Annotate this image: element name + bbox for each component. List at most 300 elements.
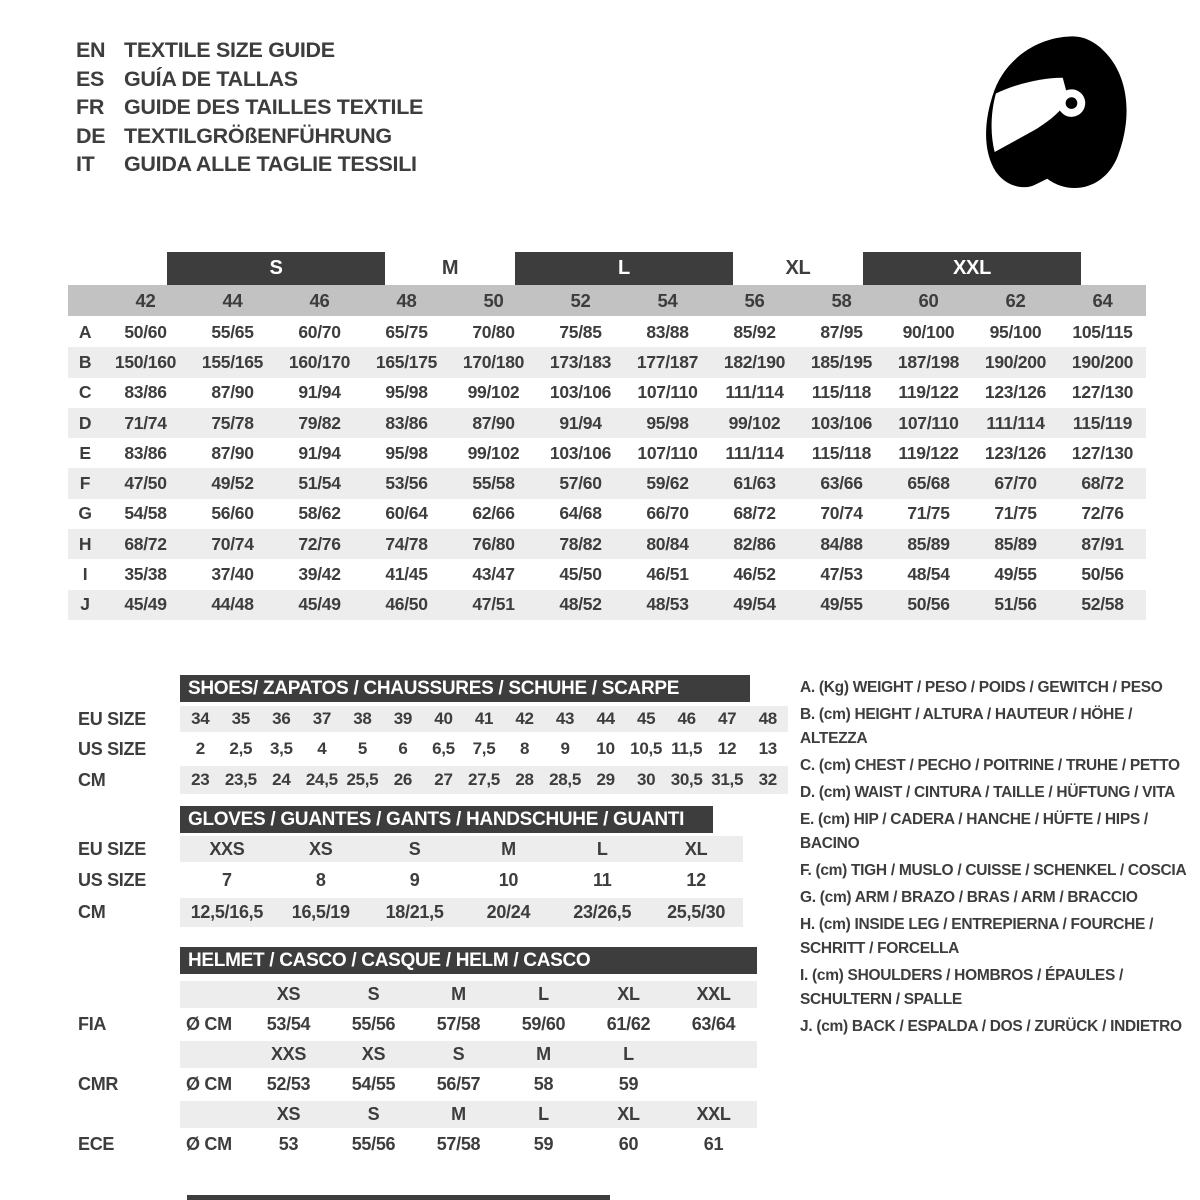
measure-cell: 123/126	[984, 442, 1047, 463]
value-cell: 59	[533, 1134, 554, 1154]
value-cell: 12	[686, 869, 706, 890]
size-number: 58	[831, 289, 852, 311]
value-cell: 34	[191, 709, 210, 728]
measure-cell: 46/50	[385, 594, 428, 615]
value-cell: 26	[393, 770, 413, 789]
measure-cell: 103/106	[810, 412, 873, 433]
measure-cell: 74/78	[385, 533, 428, 554]
legend-item: G. (cm) ARM / BRAZO / BRAS / ARM / BRACCIO	[800, 889, 1138, 906]
shoes-section-header: SHOES/ ZAPATOS / CHAUSSURES / SCHUHE / SCARPE	[180, 675, 750, 702]
measure-row-g	[68, 499, 1146, 529]
size-cell: M	[451, 984, 466, 1004]
measure-cell: 50/60	[124, 321, 167, 342]
size-cell: XL	[617, 984, 640, 1004]
size-group-xxl: XXL	[863, 252, 1081, 285]
measure-cell: 115/118	[811, 442, 872, 463]
value-cell: 63/64	[691, 1014, 736, 1034]
measure-cell: 60/64	[385, 503, 428, 524]
measure-cell: 87/95	[820, 321, 863, 342]
value-cell: 45	[636, 709, 656, 728]
size-number: 56	[744, 289, 765, 311]
size-number: 48	[396, 289, 417, 311]
value-cell: 6,5	[432, 739, 455, 758]
row-cells	[180, 836, 743, 862]
value-cell: 56/57	[436, 1074, 481, 1094]
size-cell: XL	[617, 1104, 640, 1124]
measure-cell: 103/106	[549, 442, 612, 463]
value-cell: XL	[684, 838, 708, 859]
legend-item: D. (cm) WAIST / CINTURA / TAILLE / HÜFTUNG / VITA	[800, 784, 1176, 801]
value-cell: 10	[596, 739, 615, 758]
value-cell: 61	[703, 1134, 724, 1154]
size-group-s: S	[167, 252, 385, 285]
table-row	[78, 766, 788, 794]
measure-cell: 52/58	[1081, 594, 1124, 615]
measure-row-c	[68, 378, 1146, 408]
measure-cell: 45/49	[298, 594, 341, 615]
value-cell: 52/53	[266, 1074, 311, 1094]
measure-cell: 82/86	[733, 533, 776, 554]
measure-cell: 107/110	[637, 382, 698, 403]
measurement-legend	[800, 672, 1198, 1042]
language-code: FR	[76, 95, 105, 119]
measure-cell: 39/42	[298, 564, 341, 585]
measure-cell: 182/190	[723, 351, 786, 372]
measure-cell: 49/55	[820, 594, 863, 615]
row-cells	[180, 898, 743, 927]
measure-cell: 173/183	[549, 351, 612, 372]
measure-cell: 60/70	[298, 321, 341, 342]
value-cell: 40	[434, 709, 453, 728]
row-cells	[180, 766, 788, 794]
value-cell: 36	[272, 709, 291, 728]
value-cell: 16,5/19	[291, 902, 350, 922]
value-cell: 10,5	[630, 739, 663, 758]
measure-cell: 48/53	[646, 594, 689, 615]
legend-item: J. (cm) BACK / ESPALDA / DOS / ZURÜCK / INDIETRO	[800, 1018, 1182, 1035]
value-cell: 8	[519, 739, 530, 758]
measure-cell: 75/85	[559, 321, 602, 342]
values-row	[180, 1011, 757, 1038]
size-cell: S	[452, 1044, 465, 1064]
table-row	[78, 981, 757, 1008]
measure-cell: 85/89	[994, 533, 1037, 554]
measure-cell: 115/118	[811, 382, 872, 403]
main-size-table	[68, 252, 1146, 620]
measure-cell: 41/45	[385, 564, 428, 585]
language-code: ES	[76, 66, 105, 91]
value-cell: 27,5	[468, 770, 500, 789]
measure-cell: 87/90	[472, 412, 515, 433]
value-cell: 25,5/30	[667, 902, 726, 922]
value-cell: 53	[278, 1134, 299, 1154]
measure-cell: 95/100	[989, 321, 1042, 342]
measure-cell: 83/88	[646, 321, 689, 342]
measure-row-j	[68, 590, 1146, 620]
language-title-list	[76, 36, 423, 179]
value-cell: 39	[393, 709, 413, 728]
size-number: 60	[918, 289, 939, 311]
measure-cell: 51/54	[298, 473, 341, 494]
measure-cell: 103/106	[549, 382, 612, 403]
measure-cell: 119/122	[898, 382, 959, 403]
value-cell: 59/60	[521, 1014, 566, 1034]
row-label: EU SIZE	[78, 708, 146, 729]
measure-cell: 91/94	[298, 382, 341, 403]
measure-row-e	[68, 438, 1146, 468]
table-row	[78, 1101, 757, 1128]
measure-cell: 45/49	[124, 594, 167, 615]
measure-cell: 61/63	[733, 473, 776, 494]
size-cell: S	[367, 984, 380, 1004]
legend-item: C. (cm) CHEST / PECHO / POITRINE / TRUHE / PETTO	[800, 757, 1180, 774]
measure-cell: 44/48	[211, 594, 254, 615]
corner-cell	[68, 285, 102, 316]
measure-cell: 95/98	[385, 442, 428, 463]
size-number: 42	[135, 289, 156, 311]
value-cell: 57/58	[436, 1014, 481, 1034]
value-cell: 47	[718, 709, 737, 728]
measure-row-i	[68, 559, 1146, 589]
unit-cell	[180, 1041, 246, 1068]
measure-cell: 107/110	[637, 442, 698, 463]
value-cell: 9	[409, 869, 420, 890]
measure-cell: 99/102	[467, 442, 520, 463]
measure-cell: 67/70	[994, 473, 1037, 494]
measure-cell: 155/165	[201, 351, 264, 372]
size-cell: XXL	[696, 984, 731, 1004]
measure-cell: 79/82	[298, 412, 341, 433]
value-cell: 11	[593, 869, 612, 890]
row-label: F	[79, 473, 91, 494]
value-cell: 54/55	[351, 1074, 396, 1094]
row-label: A	[78, 321, 92, 342]
legend-item: F. (cm) TIGH / MUSLO / CUISSE / SCHENKEL / COSCIA	[800, 862, 1187, 879]
table-row	[78, 736, 788, 762]
value-cell: XXS	[209, 838, 245, 859]
measure-cell: 95/98	[385, 382, 428, 403]
value-cell: 20/24	[486, 902, 531, 922]
value-cell: 24	[272, 770, 291, 789]
value-cell: 13	[758, 739, 777, 758]
shoes-table	[78, 675, 788, 798]
value-cell: 4	[317, 739, 327, 758]
row-label: CM	[78, 769, 106, 790]
value-cell: 24,5	[305, 770, 338, 789]
size-cell: XXL	[696, 1104, 731, 1124]
measure-cell: 119/122	[898, 442, 959, 463]
measure-cell: 46/51	[646, 564, 689, 585]
value-cell: 37	[312, 709, 332, 728]
guide-title: TEXTILE SIZE GUIDE	[124, 38, 335, 62]
size-cell: L	[623, 1044, 634, 1064]
row-label: US SIZE	[78, 869, 146, 890]
size-number: 44	[222, 289, 243, 311]
measure-cell: 46/52	[733, 564, 776, 585]
measure-cell: 65/75	[385, 321, 428, 342]
legend-item: B. (cm) HEIGHT / ALTURA / HAUTEUR / HÖHE / ALTEZZA	[800, 706, 1133, 747]
measure-cell: 71/74	[124, 412, 167, 433]
measure-row-h	[68, 529, 1146, 559]
sizes-row	[180, 1101, 757, 1128]
measure-cell: 68/72	[733, 503, 776, 524]
value-cell: 7	[222, 869, 232, 890]
row-label: I	[82, 564, 88, 585]
row-label: CMR	[78, 1074, 119, 1094]
size-cell: M	[536, 1044, 551, 1064]
measure-cell: 84/88	[820, 533, 863, 554]
racing-helmet-icon-svg	[978, 28, 1140, 200]
measure-cell: 185/195	[810, 351, 873, 372]
value-cell: 8	[315, 869, 326, 890]
size-number: 50	[483, 289, 504, 311]
unit-cell: Ø CM	[186, 1134, 232, 1154]
size-cell: XS	[361, 1044, 386, 1064]
measure-cell: 68/72	[1081, 473, 1124, 494]
value-cell: 11,5	[671, 739, 703, 758]
values-row	[180, 1131, 757, 1158]
measure-cell: 111/114	[725, 382, 784, 403]
value-cell: 29	[596, 770, 615, 789]
measure-row-a	[68, 317, 1146, 347]
measure-cell: 66/70	[646, 503, 689, 524]
size-cell: M	[451, 1104, 466, 1124]
measure-cell: 57/60	[559, 473, 602, 494]
row-label: B	[78, 351, 92, 372]
table-row	[78, 706, 788, 732]
measure-cell: 99/102	[467, 382, 520, 403]
value-cell: 23/26,5	[573, 902, 632, 922]
measure-cell: 55/58	[472, 473, 515, 494]
measure-cell: 62/66	[472, 503, 515, 524]
size-cell: XS	[276, 1104, 301, 1124]
value-cell: 23,5	[224, 770, 257, 789]
value-cell: 55/56	[351, 1014, 396, 1034]
measure-cell: 83/86	[385, 412, 428, 433]
row-label	[78, 981, 180, 1008]
row-label: J	[80, 594, 90, 615]
value-cell: 28,5	[549, 770, 581, 789]
measure-cell: 90/100	[902, 321, 955, 342]
row-label: US SIZE	[78, 738, 146, 759]
row-label: D	[78, 412, 92, 433]
size-cell: S	[367, 1104, 380, 1124]
row-cells	[180, 867, 743, 893]
row-label: H	[78, 533, 92, 554]
value-cell: 7,5	[472, 739, 496, 758]
table-row	[78, 867, 743, 893]
size-cell: L	[538, 1104, 549, 1124]
value-cell: 3,5	[269, 739, 293, 758]
sizes-row	[180, 1041, 757, 1068]
sizes-row	[180, 981, 757, 1008]
legend-item: H. (cm) INSIDE LEG / ENTREPIERNA / FOURCHE / SCHRITT / FORCELLA	[800, 916, 1154, 957]
legend-item: A. (Kg) WEIGHT / PESO / POIDS / GEWITCH / PESO	[800, 679, 1163, 696]
measure-cell: 48/52	[559, 594, 602, 615]
language-code: EN	[76, 38, 106, 62]
measure-cell: 47/51	[472, 594, 515, 615]
table-row	[78, 836, 743, 862]
measure-cell: 127/130	[1071, 442, 1134, 463]
table-row	[78, 1071, 757, 1098]
measure-cell: 64/68	[559, 503, 602, 524]
size-group-row	[68, 252, 1146, 285]
size-cell: XS	[276, 984, 301, 1004]
size-cell: XXS	[270, 1044, 307, 1064]
row-label: FIA	[78, 1014, 107, 1034]
size-number: 52	[570, 289, 591, 311]
measure-cell: 59/62	[646, 473, 689, 494]
measure-cell: 71/75	[907, 503, 950, 524]
measure-cell: 50/56	[1081, 564, 1124, 585]
row-label	[78, 1101, 180, 1128]
value-cell: 30	[636, 770, 656, 789]
measure-cell: 177/187	[636, 351, 699, 372]
measure-cell: 127/130	[1071, 382, 1134, 403]
language-code: DE	[76, 123, 106, 148]
measure-cell: 47/50	[124, 473, 167, 494]
measure-cell: 37/40	[211, 564, 254, 585]
value-cell: XS	[309, 838, 333, 859]
value-cell: L	[596, 838, 608, 859]
size-group-xl: XL	[785, 257, 811, 279]
measure-cell: 53/56	[385, 473, 428, 494]
language-row	[76, 36, 423, 65]
row-cells	[180, 706, 788, 732]
measure-cell: 83/86	[124, 382, 167, 403]
values-row	[180, 1071, 757, 1098]
value-cell: 18/21,5	[385, 902, 444, 922]
measure-cell: 160/170	[288, 351, 351, 372]
legend-item: E. (cm) HIP / CADERA / HANCHE / HÜFTE / HIPS / BACINO	[800, 811, 1148, 852]
row-label: G	[78, 503, 92, 524]
measure-cell: 111/114	[986, 412, 1045, 433]
value-cell: 31,5	[711, 770, 744, 789]
measure-cell: 123/126	[984, 382, 1047, 403]
value-cell: 35	[231, 709, 250, 728]
measure-cell: 170/180	[462, 351, 525, 372]
measure-cell: 99/102	[728, 412, 781, 433]
measure-cell: 45/50	[559, 564, 602, 585]
unit-cell	[180, 981, 246, 1008]
row-label: C	[78, 382, 92, 403]
value-cell: 58	[533, 1074, 554, 1094]
language-row	[76, 150, 423, 179]
measure-cell: 35/38	[124, 564, 167, 585]
measure-cell: 51/56	[994, 594, 1037, 615]
row-label	[78, 1041, 180, 1068]
measure-cell: 55/65	[211, 321, 254, 342]
measure-cell: 50/56	[907, 594, 950, 615]
value-cell: 9	[560, 739, 570, 758]
gloves-section-header: GLOVES / GUANTES / GANTS / HANDSCHUHE / GUANTI	[180, 806, 713, 833]
guide-title: GUÍA DE TALLAS	[124, 66, 298, 91]
measure-cell: 70/74	[211, 533, 254, 554]
size-number: 62	[1005, 289, 1026, 311]
measure-cell: 72/76	[298, 533, 341, 554]
measure-cell: 111/114	[725, 442, 784, 463]
measure-cell: 91/94	[559, 412, 602, 433]
measure-cell: 70/80	[472, 321, 515, 342]
value-cell: 27	[434, 770, 453, 789]
measure-cell: 85/89	[907, 533, 950, 554]
gloves-table	[78, 806, 743, 932]
measure-cell: 190/200	[1071, 351, 1134, 372]
measure-cell: 87/91	[1081, 533, 1124, 554]
measure-row-b	[68, 347, 1146, 377]
value-cell: M	[501, 838, 516, 859]
row-cells	[180, 736, 788, 762]
row-label: EU SIZE	[78, 838, 146, 859]
value-cell: 61/62	[606, 1014, 651, 1034]
table-row	[78, 1011, 757, 1038]
row-label: ECE	[78, 1134, 115, 1154]
measure-cell: 71/75	[994, 503, 1037, 524]
value-cell: 38	[353, 709, 372, 728]
measure-row-d	[68, 408, 1146, 438]
value-cell: 59	[618, 1074, 639, 1094]
value-cell: 23	[191, 770, 210, 789]
measure-cell: 49/55	[994, 564, 1037, 585]
value-cell: 32	[758, 770, 777, 789]
value-cell: 28	[515, 770, 534, 789]
size-cell: L	[538, 984, 549, 1004]
language-row	[76, 93, 423, 122]
value-cell: 5	[357, 739, 367, 758]
measure-cell: 87/90	[211, 382, 254, 403]
guide-title: TEXTILGRÖßENFÜHRUNG	[124, 123, 392, 148]
measure-cell: 48/54	[907, 564, 950, 585]
bottom-cutoff-bar	[187, 1195, 610, 1200]
unit-cell	[180, 1101, 246, 1128]
value-cell: 55/56	[351, 1134, 396, 1154]
value-cell: 43	[555, 709, 575, 728]
value-cell: 6	[398, 739, 408, 758]
measure-cell: 150/160	[114, 351, 177, 372]
measure-cell: 91/94	[298, 442, 341, 463]
measure-cell: 85/92	[733, 321, 776, 342]
table-row	[78, 898, 743, 927]
measure-cell: 43/47	[472, 564, 515, 585]
measure-cell: 83/86	[124, 442, 167, 463]
row-label: E	[79, 442, 91, 463]
measure-cell: 68/72	[124, 533, 167, 554]
measure-cell: 72/76	[1081, 503, 1124, 524]
value-cell: 41	[474, 709, 494, 728]
measure-cell: 190/200	[984, 351, 1047, 372]
measure-cell: 49/52	[211, 473, 254, 494]
language-row	[76, 122, 423, 151]
measure-cell: 80/84	[646, 533, 689, 554]
unit-cell: Ø CM	[186, 1074, 232, 1094]
size-number: 46	[309, 289, 330, 311]
racing-helmet-icon	[978, 28, 1140, 200]
measure-cell: 54/58	[124, 503, 167, 524]
measure-cell: 75/78	[211, 412, 254, 433]
value-cell: 48	[758, 709, 777, 728]
measure-cell: 70/74	[820, 503, 863, 524]
guide-title: GUIDE DES TAILLES TEXTILE	[124, 95, 424, 119]
value-cell: 2	[195, 739, 205, 758]
language-code: IT	[76, 152, 95, 176]
measure-cell: 187/198	[897, 351, 960, 372]
measure-cell: 87/90	[211, 442, 254, 463]
measure-cell: 65/68	[907, 473, 950, 494]
measure-cell: 78/82	[559, 533, 602, 554]
size-number-row	[68, 285, 1146, 316]
value-cell: 12	[718, 739, 737, 758]
value-cell: 42	[515, 709, 534, 728]
